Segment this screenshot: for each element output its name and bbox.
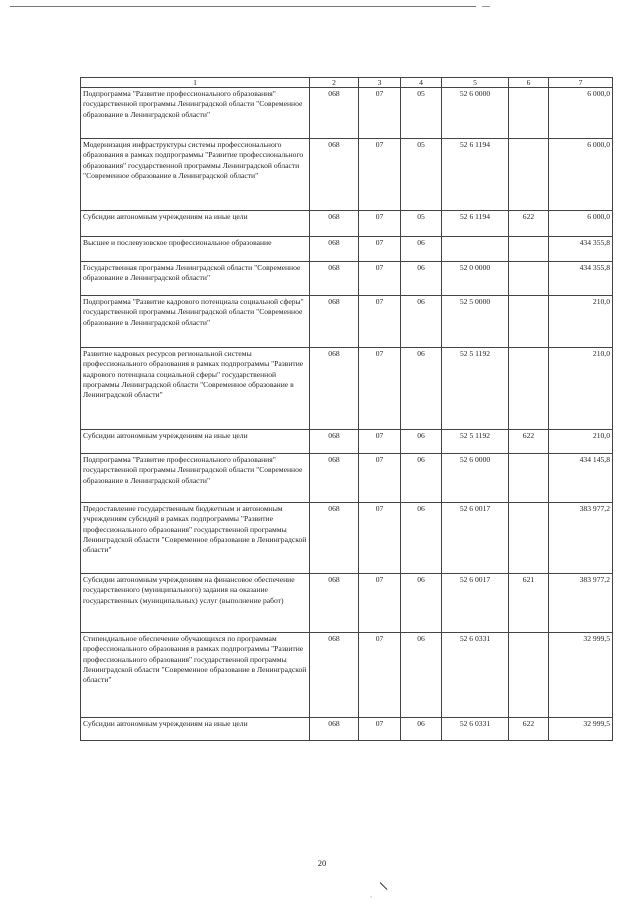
row-name: Стипендиальное обеспечение обучающихся по программам профессионального образования в рамках подпрограммы "Развитие профессионального образования" государственной программы Ленинградской области "Современное образование в Ленинградской области" (81, 633, 310, 718)
stray-mark: ˎ (370, 890, 373, 898)
row-name: Субсидии автономным учреждениям на иные цели (81, 211, 310, 237)
row-expense-type (509, 454, 549, 503)
row-target-article: 52 6 0331 (442, 633, 509, 718)
row-code: 068 (310, 574, 359, 633)
row-amount: 32 999,5 (549, 718, 613, 741)
row-name: Высшее и послевузовское профессиональное образование (81, 237, 310, 262)
row-expense-type: 622 (509, 211, 549, 237)
row-section: 07 (359, 139, 401, 211)
table-row (81, 430, 613, 454)
row-amount: 6 000,0 (549, 139, 613, 211)
row-section: 07 (359, 503, 401, 574)
row-name: Модернизация инфраструктуры системы профессионального образования в рамках подпрограммы "Развитие профессионального образования" государственной программы Ленинградской области "Современное образование в Ленинградской области" (81, 139, 310, 211)
stray-scan-mark (380, 882, 388, 890)
row-name: Подпрограмма "Развитие профессионального образования" государственной программы Ленинградской области "Современное образование в Ленинградской области" (81, 454, 310, 503)
row-subsection: 06 (401, 633, 442, 718)
row-subsection: 05 (401, 139, 442, 211)
table-row (81, 503, 613, 574)
row-target-article: 52 5 0000 (442, 296, 509, 348)
table-row (81, 296, 613, 348)
row-expense-type: 621 (509, 574, 549, 633)
table-row (81, 718, 613, 741)
row-name: Субсидии автономным учреждениям на иные цели (81, 718, 310, 741)
row-subsection: 05 (401, 88, 442, 139)
row-code: 068 (310, 139, 359, 211)
row-amount: 434 355,8 (549, 262, 613, 296)
row-subsection: 06 (401, 237, 442, 262)
top-rule-end (482, 6, 490, 7)
row-amount: 383 977,2 (549, 574, 613, 633)
col-header-5: 5 (442, 78, 509, 88)
row-target-article: 52 6 1194 (442, 211, 509, 237)
table-row (81, 454, 613, 503)
col-header-4: 4 (401, 78, 442, 88)
col-header-1: 1 (81, 78, 310, 88)
row-code: 068 (310, 348, 359, 430)
row-amount: 6 000,0 (549, 88, 613, 139)
col-header-7: 7 (549, 78, 613, 88)
row-name: Подпрограмма "Развитие профессионального образования" государственной программы Ленинградской области "Современное образование в Ленинградской области" (81, 88, 310, 139)
header-row (81, 78, 613, 88)
row-name: Развитие кадровых ресурсов региональной системы профессионального образования в рамках подпрограммы "Развитие кадрового потенциала социальной сферы" государственной программы Ленинградской области "Современное образование в Ленинградской области" (81, 348, 310, 430)
row-subsection: 06 (401, 503, 442, 574)
row-section: 07 (359, 633, 401, 718)
table-row (81, 139, 613, 211)
row-target-article: 52 6 0331 (442, 718, 509, 741)
col-header-3: 3 (359, 78, 401, 88)
row-expense-type (509, 88, 549, 139)
row-subsection: 06 (401, 348, 442, 430)
table-row (81, 88, 613, 139)
row-expense-type: 622 (509, 430, 549, 454)
page-number: 20 (317, 858, 327, 868)
budget-table (80, 77, 613, 741)
row-name: Подпрограмма "Развитие кадрового потенциала социальной сферы" государственной программы Ленинградской области "Современное образование в Ленинградской области" (81, 296, 310, 348)
row-target-article (442, 237, 509, 262)
row-target-article: 52 0 0000 (442, 262, 509, 296)
row-code: 068 (310, 296, 359, 348)
table-row (81, 237, 613, 262)
row-code: 068 (310, 718, 359, 741)
row-section: 07 (359, 88, 401, 139)
row-section: 07 (359, 574, 401, 633)
row-target-article: 52 6 0017 (442, 574, 509, 633)
table-row (81, 574, 613, 633)
row-section: 07 (359, 211, 401, 237)
top-rule (10, 6, 476, 7)
row-section: 07 (359, 718, 401, 741)
row-amount: 434 145,8 (549, 454, 613, 503)
row-target-article: 52 6 0000 (442, 454, 509, 503)
row-amount: 32 999,5 (549, 633, 613, 718)
row-expense-type: 622 (509, 718, 549, 741)
row-expense-type (509, 348, 549, 430)
row-target-article: 52 6 0000 (442, 88, 509, 139)
row-target-article: 52 6 0017 (442, 503, 509, 574)
row-amount: 210,0 (549, 348, 613, 430)
row-expense-type (509, 237, 549, 262)
table-row (81, 262, 613, 296)
row-section: 07 (359, 348, 401, 430)
row-expense-type (509, 503, 549, 574)
row-code: 068 (310, 237, 359, 262)
row-target-article: 52 6 1194 (442, 139, 509, 211)
row-target-article: 52 5 1192 (442, 348, 509, 430)
col-header-2: 2 (310, 78, 359, 88)
row-name: Субсидии автономным учреждениям на финансовое обеспечение государственного (муниципального) задания на оказание государственных (муниципальных) услуг (выполнение работ) (81, 574, 310, 633)
row-section: 07 (359, 454, 401, 503)
col-header-6: 6 (509, 78, 549, 88)
row-code: 068 (310, 211, 359, 237)
row-amount: 210,0 (549, 296, 613, 348)
row-section: 07 (359, 262, 401, 296)
row-name: Предоставление государственным бюджетным и автономным учреждениям субсидий в рамках подпрограммы "Развитие профессионального образования" государственной программы Ленинградской области "Современное образование в Ленинградской области" (81, 503, 310, 574)
row-subsection: 06 (401, 262, 442, 296)
table-row (81, 633, 613, 718)
row-amount: 210,0 (549, 430, 613, 454)
row-subsection: 06 (401, 574, 442, 633)
row-target-article: 52 5 1192 (442, 430, 509, 454)
row-section: 07 (359, 237, 401, 262)
row-section: 07 (359, 296, 401, 348)
row-expense-type (509, 633, 549, 718)
row-code: 068 (310, 503, 359, 574)
row-section: 07 (359, 430, 401, 454)
row-subsection: 06 (401, 296, 442, 348)
row-subsection: 06 (401, 454, 442, 503)
row-name: Субсидии автономным учреждениям на иные цели (81, 430, 310, 454)
row-expense-type (509, 262, 549, 296)
row-subsection: 06 (401, 430, 442, 454)
row-amount: 6 000,0 (549, 211, 613, 237)
row-amount: 383 977,2 (549, 503, 613, 574)
row-expense-type (509, 296, 549, 348)
row-code: 068 (310, 88, 359, 139)
row-code: 068 (310, 262, 359, 296)
row-name: Государственная программа Ленинградской области "Современное образование в Ленинградской области" (81, 262, 310, 296)
row-subsection: 05 (401, 211, 442, 237)
row-subsection: 06 (401, 718, 442, 741)
table-row (81, 211, 613, 237)
row-code: 068 (310, 633, 359, 718)
row-code: 068 (310, 430, 359, 454)
row-code: 068 (310, 454, 359, 503)
table-row (81, 348, 613, 430)
row-expense-type (509, 139, 549, 211)
row-amount: 434 355,8 (549, 237, 613, 262)
